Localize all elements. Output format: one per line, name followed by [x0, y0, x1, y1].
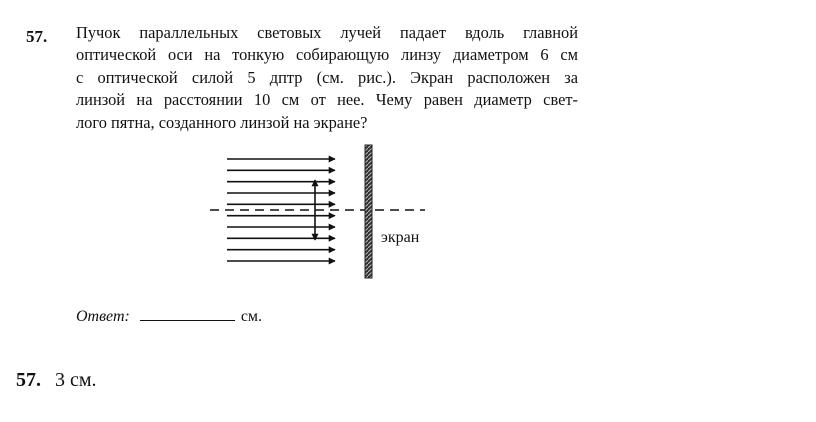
problem-line: лого пятна, созданного линзой на экране?	[76, 112, 368, 132]
problem-text	[76, 22, 578, 134]
answer-unit: см.	[240, 308, 263, 325]
problem-line: линзой на расстоянии 10 см от нее. Чему равен диаметр свет-	[76, 90, 578, 110]
answer-label: Ответ:	[76, 308, 130, 325]
problem-number: 57.	[26, 27, 48, 46]
answer-row	[76, 306, 262, 326]
problem-line: Пучок параллельных световых лучей падает вдоль главной	[76, 23, 578, 42]
problem-line: оптической оси на тонкую собирающую линзу диаметром 6 см	[76, 45, 578, 65]
problem-line: с оптической силой 5 дптр (см. рис.). Экран расположен за	[76, 67, 578, 87]
answer-blank[interactable]	[140, 306, 235, 321]
solution-number: 57.	[16, 369, 41, 391]
lens-figure	[200, 140, 440, 285]
solution-text: 3 см.	[55, 369, 97, 391]
solution	[16, 369, 97, 392]
screen	[365, 145, 372, 278]
screen-label: экран	[381, 229, 420, 246]
